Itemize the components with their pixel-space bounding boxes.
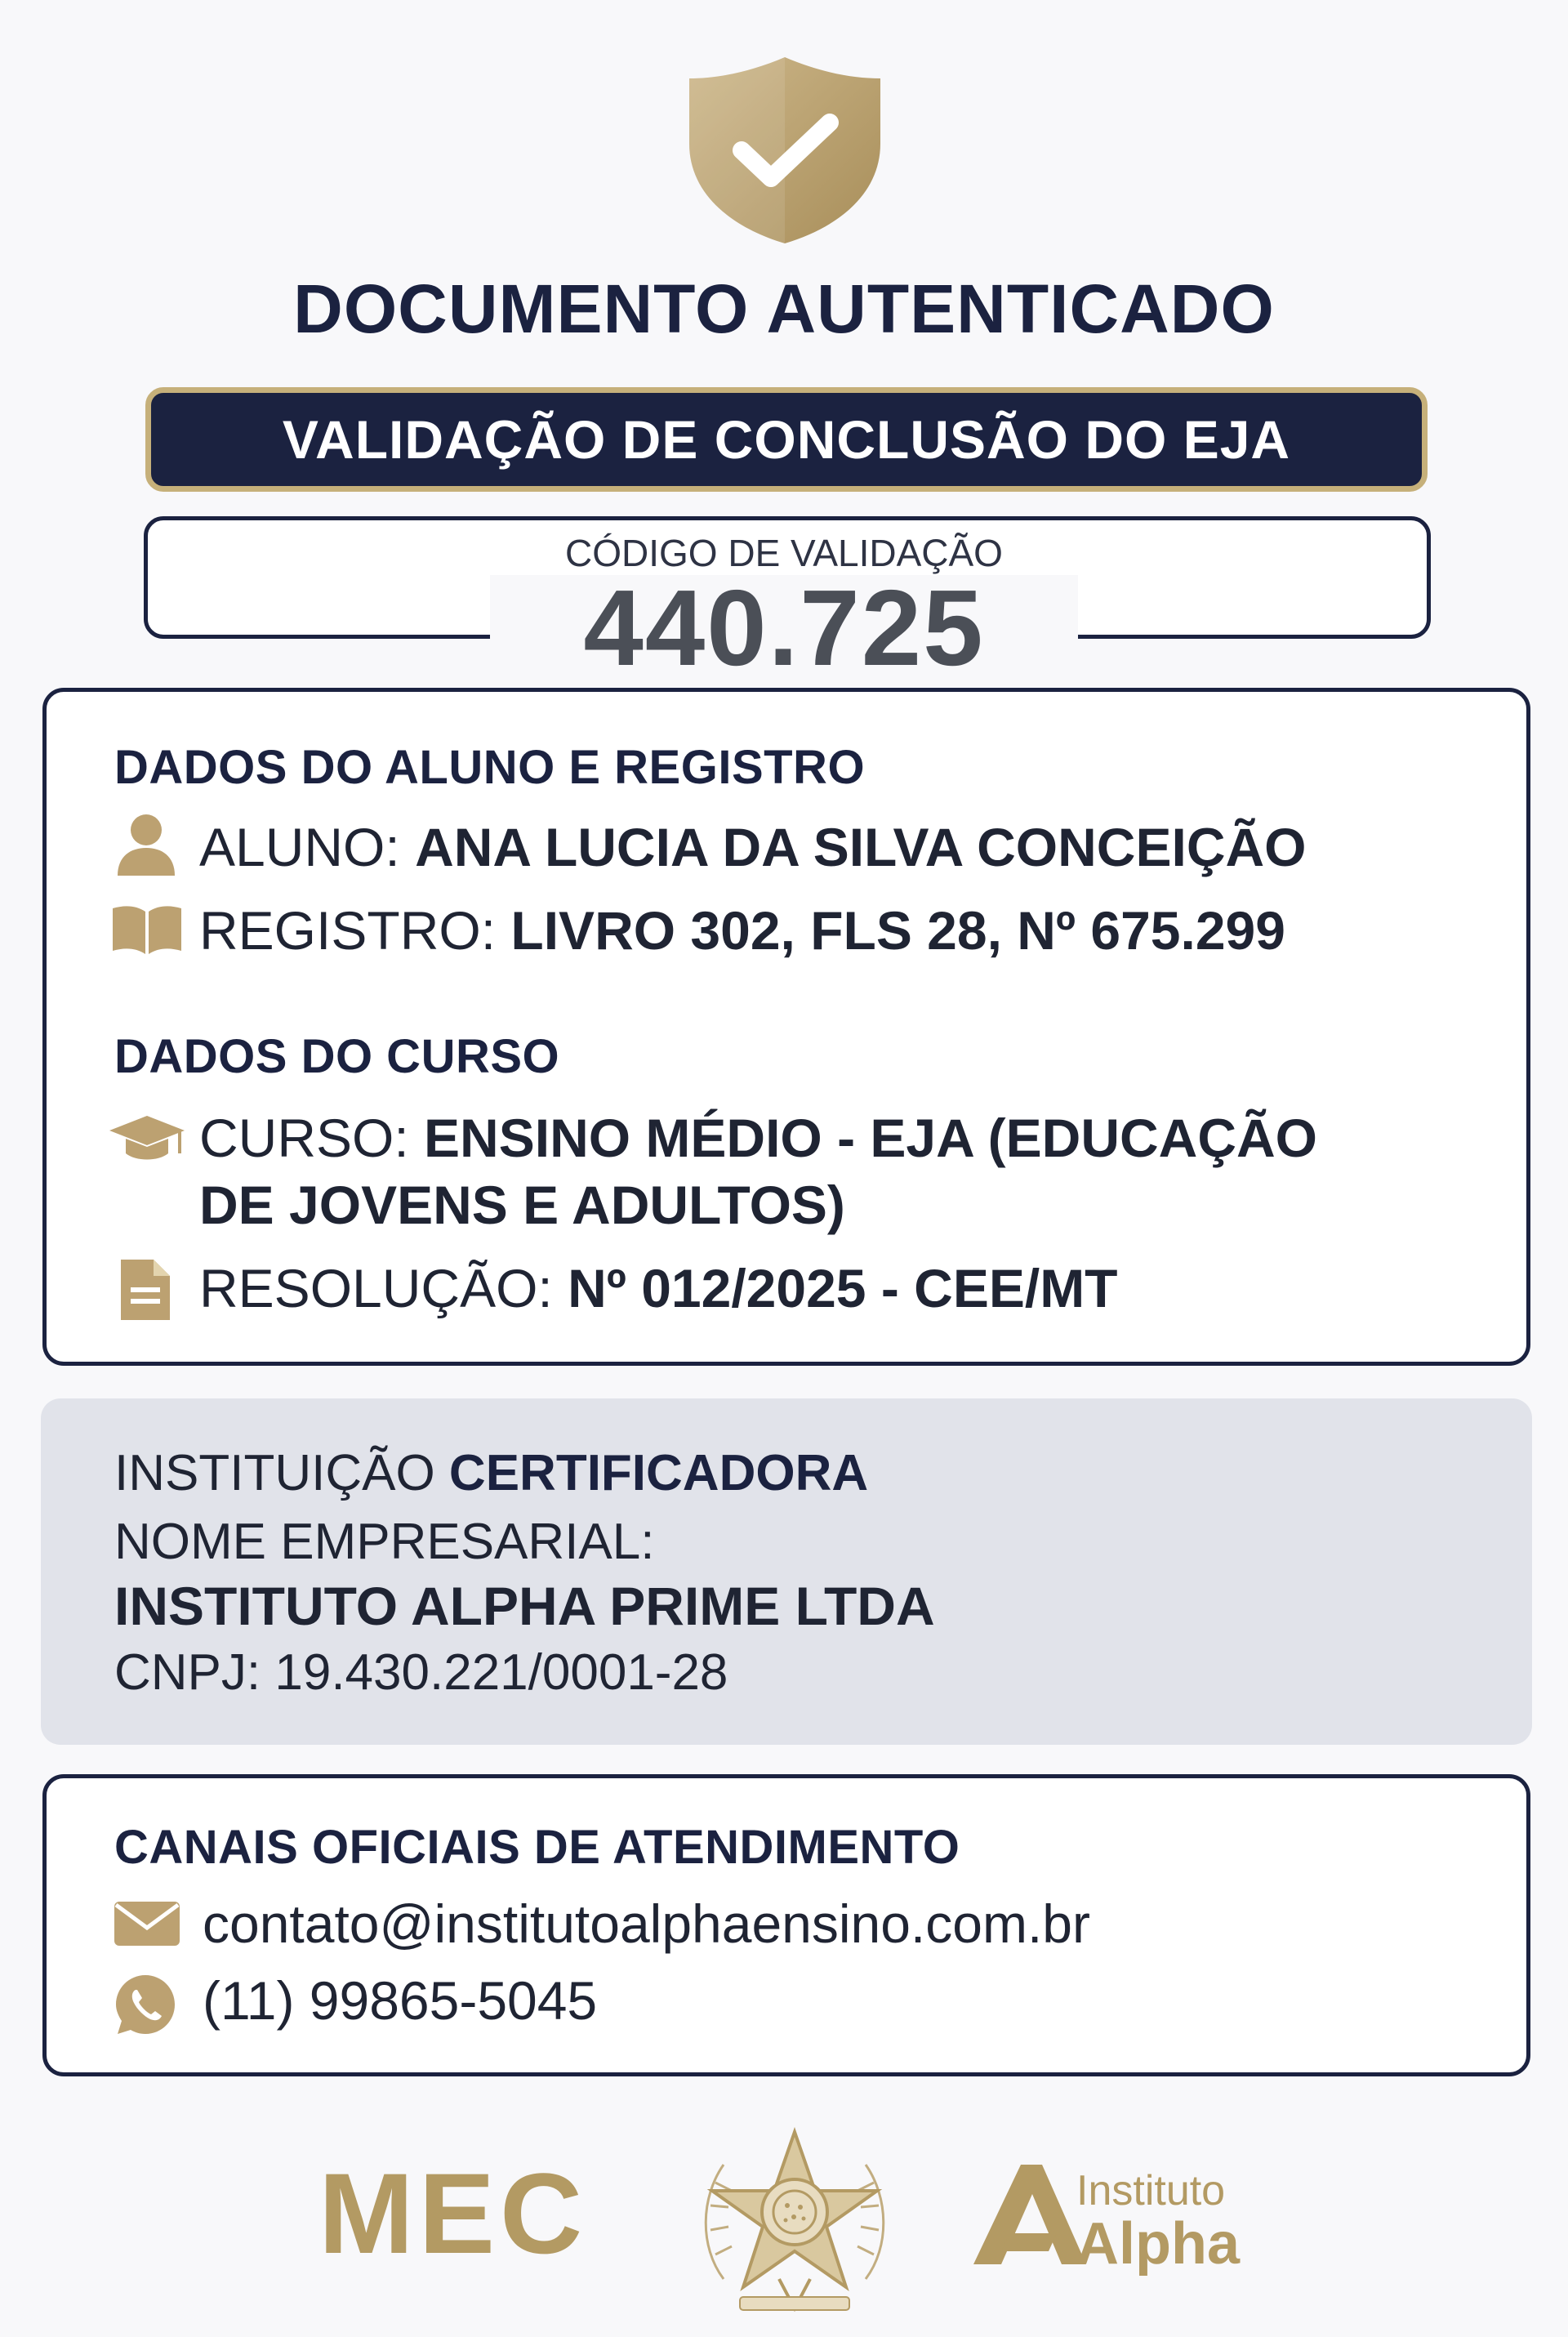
coat-of-arms-seal [691, 2116, 898, 2320]
validation-code-label: CÓDIGO DE VALIDAÇÃO [565, 532, 1003, 574]
registro-value: LIVRO 302, FLS 28, Nº 675.299 [510, 900, 1285, 961]
alpha-logo-line1: Instituto [1076, 2167, 1226, 2214]
book-icon [111, 903, 183, 956]
curso-label: CURSO: [199, 1108, 409, 1168]
whatsapp-icon [113, 1972, 178, 2037]
contact-phone[interactable]: (11) 99865-5045 [203, 1970, 598, 2031]
institution-cnpj: CNPJ: 19.430.221/0001-28 [114, 1644, 728, 1701]
resolucao-label: RESOLUÇÃO: [199, 1258, 553, 1318]
resolucao-row [199, 1256, 1118, 1320]
registro-label: REGISTRO: [199, 900, 497, 961]
institution-name-label: NOME EMPRESARIAL: [114, 1514, 655, 1570]
contact-email[interactable]: contato@institutoalphaensino.com.br [203, 1893, 1090, 1954]
validation-banner: VALIDAÇÃO DE CONCLUSÃO DO EJA [145, 387, 1428, 492]
contact-heading: CANAIS OFICIAIS DE ATENDIMENTO [114, 1821, 960, 1874]
validation-code-wrap [490, 568, 1078, 688]
registro-row [199, 899, 1285, 962]
aluno-label: ALUNO: [199, 817, 400, 877]
curso-value-line1: ENSINO MÉDIO - EJA (EDUCAÇÃO [424, 1108, 1317, 1168]
mec-logo: MEC [318, 2149, 588, 2277]
graduation-cap-icon [108, 1114, 186, 1165]
institution-heading [114, 1444, 868, 1502]
user-icon [114, 812, 178, 877]
alpha-logo-icon [967, 2156, 1089, 2271]
document-icon [119, 1258, 172, 1322]
validation-code-value: 440.725 [583, 568, 985, 688]
curso-row [199, 1106, 1317, 1170]
aluno-value: ANA LUCIA DA SILVA CONCEIÇÃO [415, 817, 1307, 877]
curso-value-line2: DE JOVENS E ADULTOS) [199, 1175, 845, 1235]
institution-name-value: INSTITUTO ALPHA PRIME LTDA [114, 1576, 935, 1636]
institution-heading-light: INSTITUIÇÃO [114, 1445, 435, 1501]
course-section-heading: DADOS DO CURSO [114, 1030, 560, 1083]
aluno-row [199, 815, 1307, 879]
institution-heading-bold: CERTIFICADORA [448, 1445, 869, 1501]
alpha-logo-line2: Alpha [1076, 2211, 1241, 2277]
mail-icon [113, 1900, 181, 1947]
page-title: DOCUMENTO AUTENTICADO [293, 270, 1275, 347]
shield-check-icon [684, 54, 885, 247]
resolucao-value: Nº 012/2025 - CEE/MT [568, 1258, 1118, 1318]
student-section-heading: DADOS DO ALUNO E REGISTRO [114, 741, 866, 794]
